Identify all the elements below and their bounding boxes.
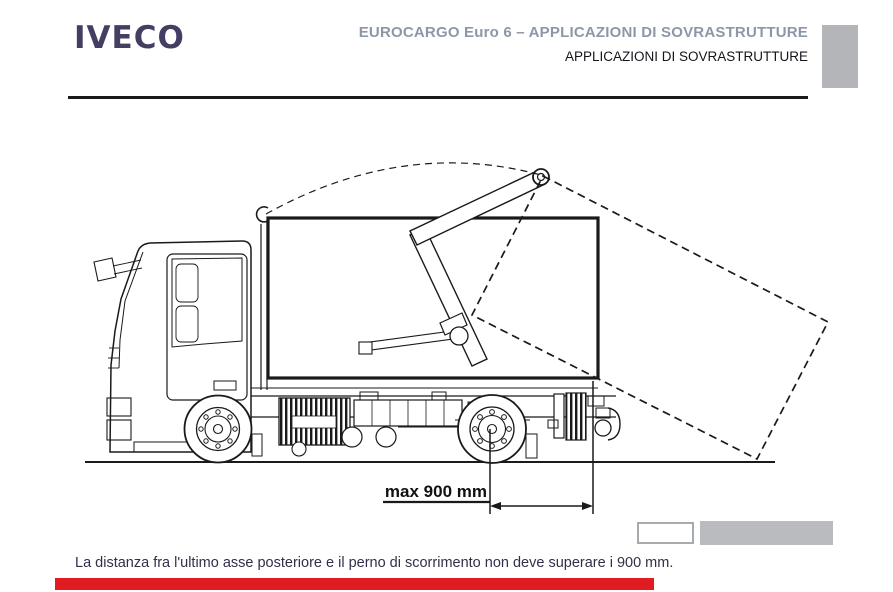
figure-caption: La distanza fra l'ultimo asse posteriore e il perno di scorrimento non deve superare i 900 mm.	[75, 555, 674, 571]
page-title: EUROCARGO Euro 6 – APPLICAZIONI DI SOVRASTRUTTURE	[358, 24, 808, 41]
iveco-logo: IVECO	[74, 20, 185, 56]
front-wheel	[185, 396, 252, 463]
rear-wheel	[458, 395, 526, 463]
figure-field-box	[637, 522, 694, 544]
figure-label-box	[700, 521, 833, 545]
page-subtitle: APPLICAZIONI DI SOVRASTRUTTURE	[564, 49, 808, 64]
hooklift-front-jib	[257, 207, 269, 390]
bottom-red-bar	[55, 578, 654, 590]
dimension-label: max 900 mm	[384, 482, 487, 501]
